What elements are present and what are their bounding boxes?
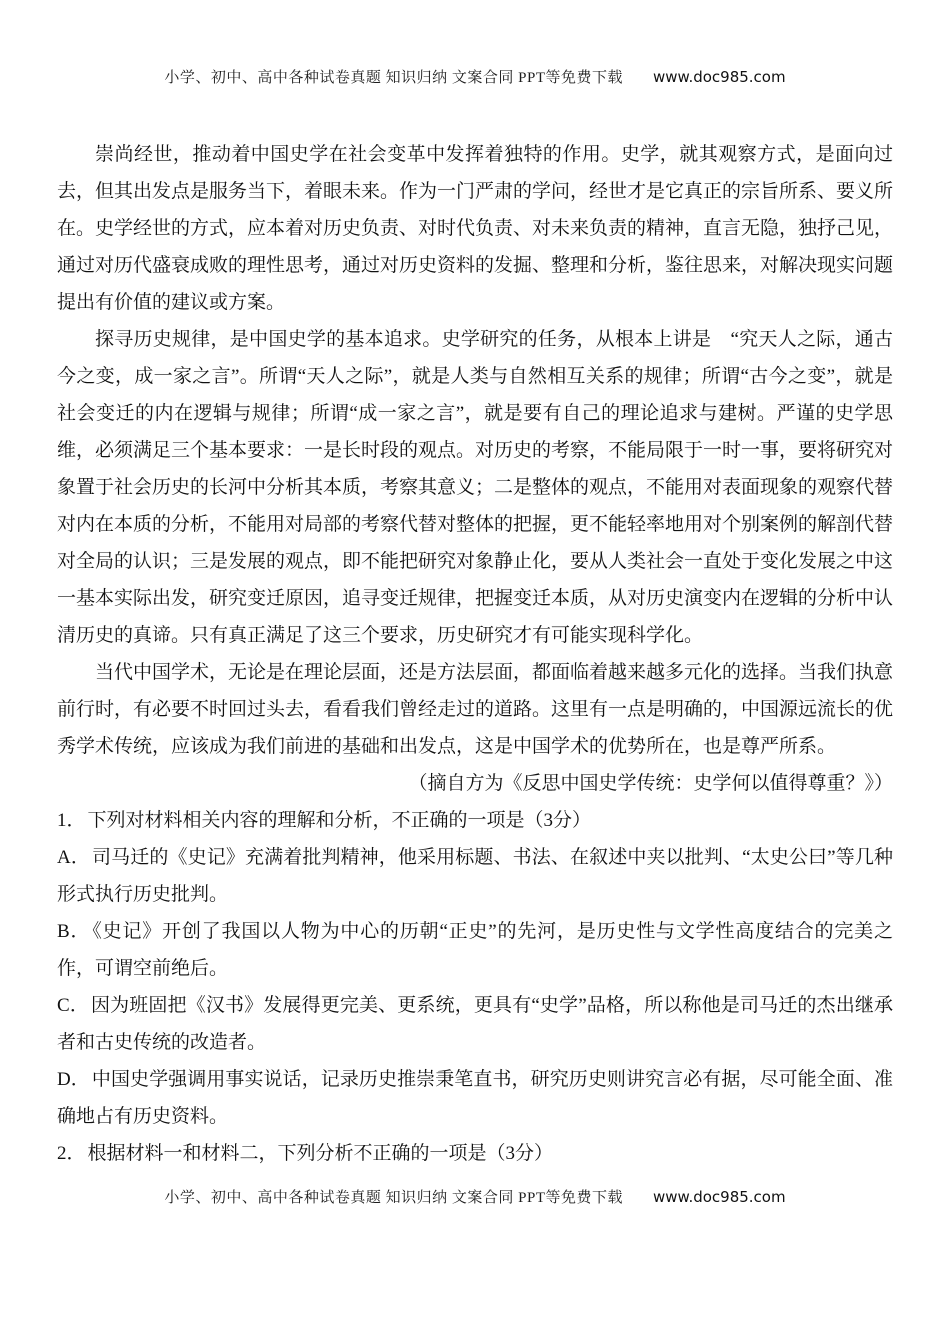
question-1-option-a (57, 839, 893, 913)
material-paragraph-3: 当代中国学术，无论是在理论层面，还是方法层面，都面临着越来越多元化的选择。当我们执意前行时，有必要不时回过头去，看看我们曾经走过的道路。这里有一点是明确的，中国源远流长的优秀学术传统，应该成为我们前进的基础和出发点，这是中国学术的优势所在，也是尊严所系。 (57, 662, 894, 757)
option-c-label: C． (57, 995, 89, 1016)
material-paragraph-2: 探寻历史规律，是中国史学的基本追求。史学研究的任务，从根本上讲是 “究天人之际，通古今之变，成一家之言”。所谓“天人之际”，就是人类与自然相互关系的规律；所谓“古今之变”，就是社会变迁的内在逻辑与规律；所谓“成一家之言”，就是要有自己的理论追求与建树。严谨的史学思维，必须满足三个基本要求：一是长时段的观点。对历史的考察，不能局限于一时一事，要将研究对象置于社会历史的长河中分析其本质，考察其意义；二是整体的观点，不能用对表面现象的观察代替对内在本质的分析，不能用对局部的考察代替对整体的把握，更不能轻率地用对个别案例的解剖代替对全局的认识；三是发展的观点，即不能把研究对象静止化，要从人类社会一直处于变化发展之中这一基本实际出发，研究变迁原因，追寻变迁规律，把握变迁本质，从对历史演变内在逻辑的分析中认清历史的真谛。只有真正满足了这三个要求，历史研究才有可能实现科学化。 (57, 329, 894, 646)
question-2-stem-text: 根据材料一和材料二，下列分析不正确的一项是（3分） (87, 1143, 554, 1164)
question-2-number: 2． (57, 1143, 86, 1164)
question-2-stem (57, 1135, 893, 1172)
question-1-option-b (57, 913, 893, 987)
material-paragraph-1: 崇尚经世，推动着中国史学在社会变革中发挥着独特的作用。史学，就其观察方式，是面向过去，但其出发点是服务当下，着眼未来。作为一门严肃的学问，经世才是它真正的宗旨所系、要义所在。史学经世的方式，应本着对历史负责、对时代负责、对未来负责的精神，直言无隐，独抒己见，通过对历代盛衰成败的理性思考，通过对历史资料的发掘、整理和分析，鉴往思来，对解决现实问题提出有价值的建议或方案。 (57, 144, 894, 313)
material-attribution: （摘自方为《反思中国史学传统：史学何以值得尊重？》） (408, 773, 893, 794)
option-a-text: 司马迁的《史记》充满着批判精神，他采用标题、书法、在叙述中夹以批判、“太史公曰”等几种形式执行历史批判。 (57, 847, 893, 905)
page-header (0, 66, 950, 87)
exam-content (57, 136, 893, 1172)
reading-material (57, 136, 893, 802)
question-1-option-c (57, 987, 893, 1061)
question-1-stem (57, 802, 893, 839)
option-b-label: B． (57, 921, 91, 942)
footer-site-url-link[interactable]: www.doc985.com (653, 1188, 786, 1206)
header-promo-text: 小学、初中、高中各种试卷真题 知识归纳 文案合同 PPT等免费下载 (164, 70, 624, 86)
option-c-text: 因为班固把《汉书》发展得更完美、更系统，更具有“史学”品格，所以称他是司马迁的杰出继承者和古史传统的改造者。 (57, 995, 893, 1053)
question-1-option-d (57, 1061, 893, 1135)
footer-promo-text: 小学、初中、高中各种试卷真题 知识归纳 文案合同 PPT等免费下载 (164, 1190, 624, 1206)
option-d-text: 中国史学强调用事实说话，记录历史推崇秉笔直书，研究历史则讲究言必有据，尽可能全面、准确地占有历史资料。 (57, 1069, 893, 1127)
question-1-stem-text: 下列对材料相关内容的理解和分析，不正确的一项是（3分） (87, 810, 592, 831)
header-site-url-link[interactable]: www.doc985.com (653, 68, 786, 86)
option-d-label: D． (57, 1069, 90, 1090)
option-b-text: 《史记》开创了我国以人物为中心的历朝“正史”的先河，是历史性与文学性高度结合的完美之作，可谓空前绝后。 (57, 921, 893, 979)
questions-section (57, 802, 893, 1172)
question-1-number: 1． (57, 810, 86, 831)
option-a-label: A． (57, 847, 90, 868)
page-footer (0, 1186, 950, 1207)
